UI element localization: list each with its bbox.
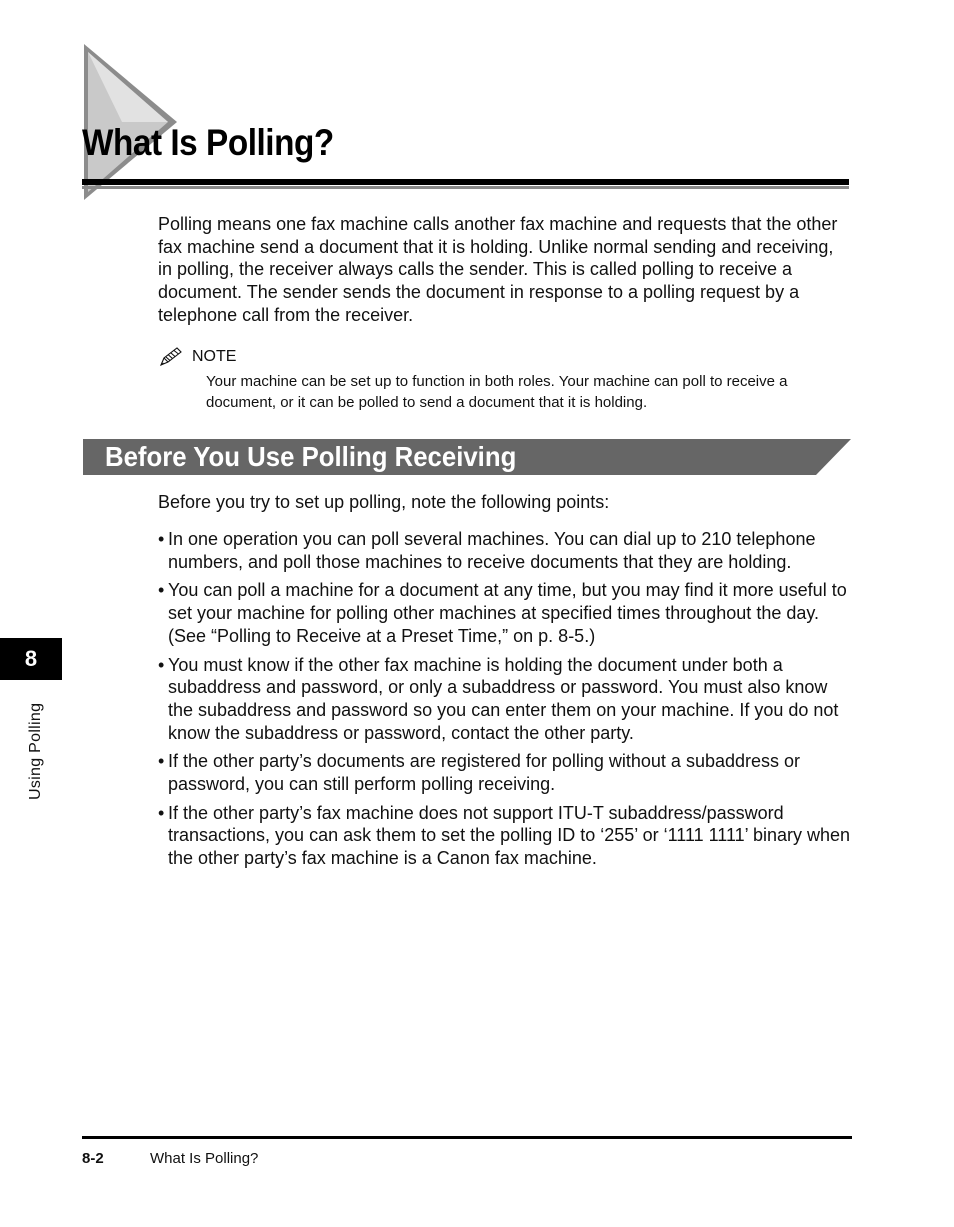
chapter-tab [0,638,62,680]
bullet-marker: • [158,580,165,601]
bullet-list [158,528,853,876]
note-text: Your machine can be set up to function in both roles. Your machine can poll to receive a document, or it can be polled to send a document that it is holding. [206,373,788,411]
bullet-marker: • [158,654,165,675]
list-item [158,528,853,573]
footer-title: What Is Polling? [150,1150,259,1167]
section-heading: Before You Use Polling Receiving [105,441,517,472]
section-lead: Before you try to set up polling, note the following points: [158,492,610,512]
note-label: NOTE [192,348,237,365]
list-item-text: In one operation you can poll several machines. You can dial up to 210 telephone numbers, and poll those machines to receive documents that they are holding. [168,529,816,572]
list-item [158,579,853,647]
chapter-side-label: Using Polling [27,702,44,800]
page-number: 8-2 [82,1150,104,1167]
bullet-marker: • [158,802,165,823]
note-header [158,346,236,368]
footer-rule [82,1136,852,1139]
chapter-number: 8 [24,646,38,671]
title-rule [82,179,849,185]
page-title: What Is Polling? [82,122,334,163]
list-item-text: If the other party’s fax machine does not support ITU-T subaddress/password transactions, you can ask them to set the polling ID to ‘255’ or ‘1111 1111’ binary when the other party’s fax machine is a Canon fax machine. [168,802,851,869]
title-rule-shadow [82,186,849,189]
list-item [158,750,853,795]
intro-paragraph: Polling means one fax machine calls another fax machine and requests that the other fax machine send a document that it is holding. Unlike normal sending and receiving, in polling, the receiver always calls the sender. This is called polling to receive a document. The sender sends the document in response to a polling request by a telephone call from the receiver. [158,214,838,325]
list-item-text: You must know if the other fax machine is holding the document under both a subaddress and password, or only a subaddress or password. You must also know the subaddress and password so you can enter them on your machine. If you do not know the subaddress or password, contact the other party. [168,654,839,743]
list-item [158,802,853,870]
list-item [158,654,853,745]
bullet-marker: • [158,529,165,549]
bullet-marker: • [158,751,165,772]
list-item-text: You can poll a machine for a document at any time, but you may find it more useful to set your machine for polling other machines at specified times throughout the day. (See “Polling to Receive at a Preset Time,” on p. 8-5.) [168,580,847,646]
pencil-icon [158,346,184,368]
list-item-text: If the other party’s documents are registered for polling without a subaddress or password, you can still perform polling receiving. [168,751,801,795]
